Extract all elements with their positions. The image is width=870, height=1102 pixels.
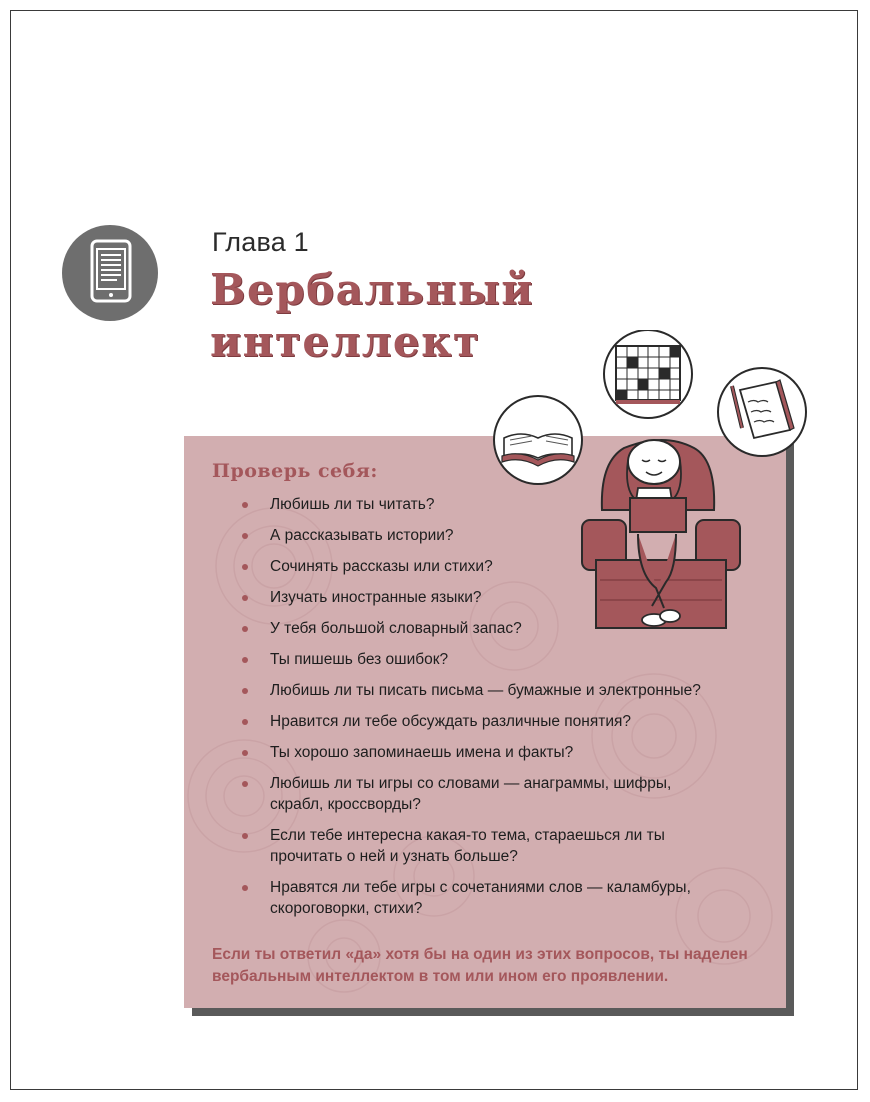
question-item xyxy=(228,773,690,815)
question-text: Любишь ли ты читать? xyxy=(270,496,435,513)
question-text: А рассказывать истории? xyxy=(270,527,454,544)
bullet-icon xyxy=(242,719,248,725)
bullet-icon xyxy=(242,657,248,663)
question-text: Нравятся ли тебе игры с сочетаниями слов — каламбуры, скороговорки, стихи? xyxy=(270,879,691,917)
chapter-title-line1: Вербальный xyxy=(210,265,534,314)
illustration xyxy=(490,330,820,640)
ebook-reader-icon xyxy=(62,225,158,321)
question-text: Любишь ли ты писать письма — бумажные и электронные? xyxy=(270,682,701,699)
bullet-icon xyxy=(242,885,248,891)
bullet-icon xyxy=(242,688,248,694)
question-item xyxy=(228,680,768,701)
bullet-icon xyxy=(242,781,248,787)
chapter-title xyxy=(210,264,534,368)
crossword-icon xyxy=(604,330,692,418)
question-item xyxy=(228,711,768,732)
question-item xyxy=(228,825,690,867)
quiz-conclusion: Если ты ответил «да» хотя бы на один из этих вопросов, ты наделен вербальным интеллектом в том или ином его проявлении. xyxy=(212,946,748,985)
bullet-icon xyxy=(242,833,248,839)
question-text: У тебя большой словарный запас? xyxy=(270,620,522,637)
question-text: Любишь ли ты игры со словами — анаграммы, шифры, скрабл, кроссворды? xyxy=(270,775,672,813)
open-book-icon xyxy=(494,396,582,484)
question-text: Нравится ли тебе обсуждать различные понятия? xyxy=(270,713,632,730)
bullet-icon xyxy=(242,626,248,632)
question-text: Изучать иностранные языки? xyxy=(270,589,482,606)
quiz-heading: Проверь себя: xyxy=(212,460,378,482)
question-item xyxy=(228,742,768,763)
bullet-icon xyxy=(242,750,248,756)
question-item xyxy=(228,649,768,670)
question-text: Ты пишешь без ошибок? xyxy=(270,651,449,668)
question-text: Ты хорошо запоминаешь имена и факты? xyxy=(270,744,574,761)
question-text: Сочинять рассказы или стихи? xyxy=(270,558,493,575)
chapter-title-line2: интеллект xyxy=(210,317,481,366)
bullet-icon xyxy=(242,595,248,601)
chapter-label: Глава 1 xyxy=(212,227,309,257)
bullet-icon xyxy=(242,564,248,570)
notebook-pencil-icon xyxy=(718,368,806,456)
girl-reading-armchair-icon xyxy=(582,440,740,628)
bullet-icon xyxy=(242,533,248,539)
question-item xyxy=(228,877,740,919)
question-text: Если тебе интересна какая-то тема, стараешься ли ты прочитать о ней и узнать больше? xyxy=(270,827,665,865)
bullet-icon xyxy=(242,502,248,508)
